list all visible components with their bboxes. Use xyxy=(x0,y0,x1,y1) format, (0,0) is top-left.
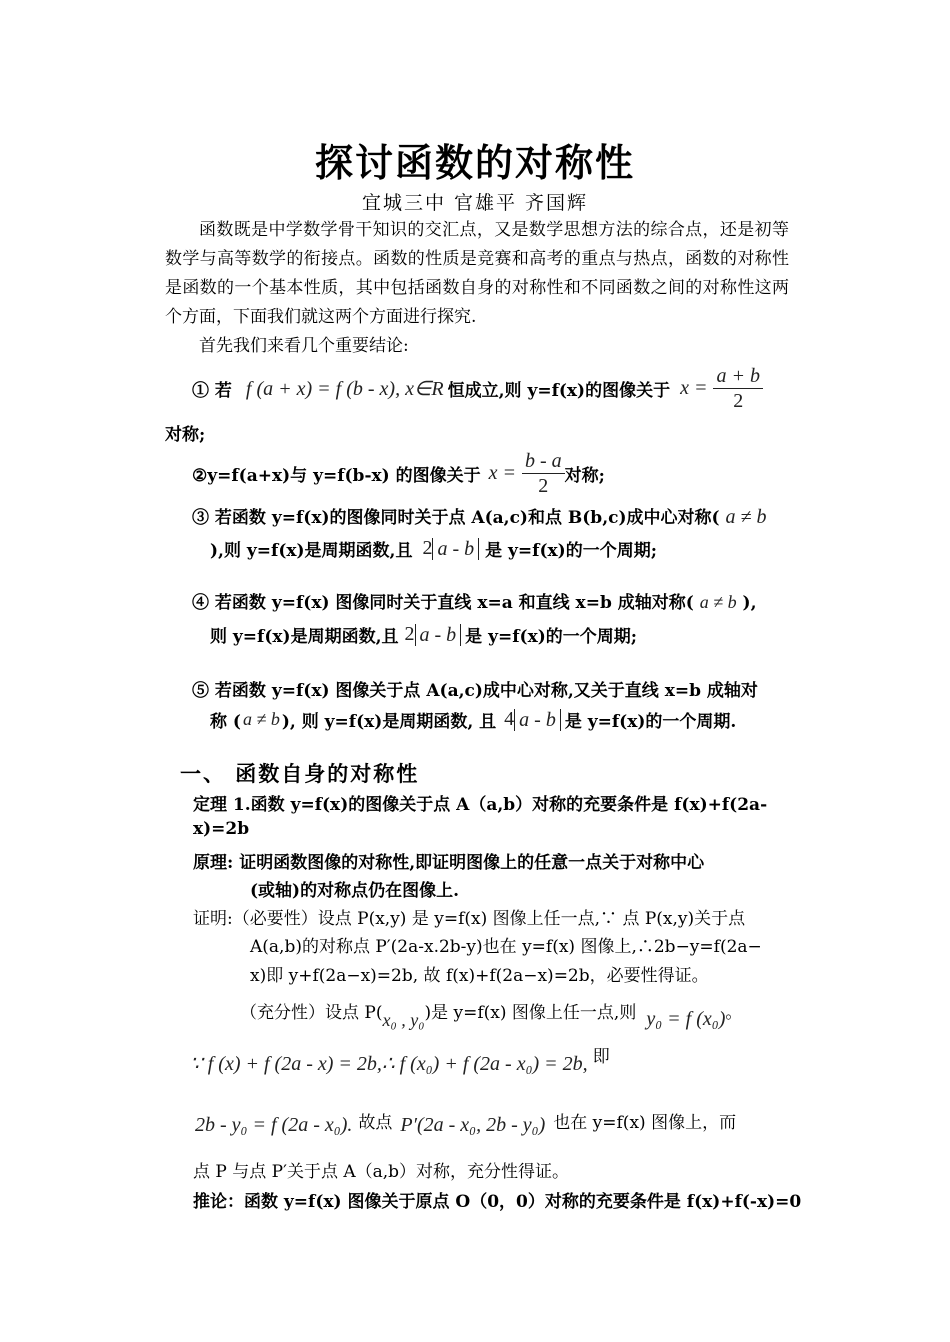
c4-line2-post: 是 y=f(x)的一个周期; xyxy=(465,627,638,647)
conclusion-3-line1 xyxy=(192,503,766,529)
c4-neq: a ≠ b xyxy=(699,592,737,612)
c2-numerator: b - a xyxy=(522,449,565,474)
c3-line1-text: ③ 若函数 y=f(x)的图像同时关于点 A(a,c)和点 B(b,c)成中心对称( xyxy=(192,508,720,528)
proof-line4-end: 。 xyxy=(725,1003,743,1023)
proof-point-x0y0: x₀ , y₀ xyxy=(382,1010,425,1030)
intro-lead: 首先我们来看几个重要结论: xyxy=(199,336,409,356)
intro-paragraph: 函数既是中学数学骨干知识的交汇点，又是数学思想方法的综合点，还是初等数学与高等数学的衔接点。函数的性质是竞赛和高考的重点与热点，函数的对称性是函数的一个基本性质，其中包括函数自身的对称性和不同函数之间的对称性这两个方面，下面我们就这两个方面进行探究. xyxy=(165,220,789,327)
c1-xeq: x = xyxy=(680,376,708,399)
c2-pre: ②y=f(a+x)与 y=f(b-x) 的图像关于 xyxy=(192,465,481,486)
c5-line2-pre: 称 ( xyxy=(210,712,241,732)
intro-block xyxy=(165,216,789,361)
c3-line2-post: 是 y=f(x)的一个周期; xyxy=(485,541,657,561)
c3-coef: 2 xyxy=(422,537,433,559)
c1-math: f (a + x) = f (b - x), x∈R xyxy=(245,377,444,400)
conclusion-4-line1 xyxy=(192,588,757,613)
proof-line6-math: 2b - y₀ = f (2a - x₀). xyxy=(195,1114,353,1136)
c4-line1-text: ④ 若函数 y=f(x) 图像同时关于直线 x=a 和直线 x=b 成轴对称( xyxy=(192,593,694,613)
c1-end: 对称; xyxy=(165,425,206,445)
proof-line7: 点 P 与点 P′关于点 A（a,b）对称，充分性得证。 xyxy=(193,1162,570,1182)
proof-line5 xyxy=(190,1047,610,1076)
c4-coef: 2 xyxy=(404,623,415,645)
c2-denominator: 2 xyxy=(538,474,549,497)
c2-fraction xyxy=(522,449,565,498)
proof-line3: x)即 y+f(2a−x)=2b, 故 f(x)+f(2a−x)=2b，必要性得证。 xyxy=(250,966,709,986)
c5-line2-mid: ), 则 y=f(x)是周期函数, 且 xyxy=(281,712,497,732)
c2-xeq: x = xyxy=(488,461,516,484)
section-heading: 一、 函数自身的对称性 xyxy=(180,761,420,786)
theorem-1-line1: 定理 1.函数 y=f(x)的图像关于点 A（a,b）对称的充要条件是 f(x)+f(2a- xyxy=(193,795,768,815)
proof-line4 xyxy=(240,990,742,1031)
proof-line5-math: ∵ f (x) + f (2a - x) = 2b,∴ f (x₀) + f (2a - x₀) = 2b, xyxy=(190,1053,588,1075)
c1-pre: ① 若 xyxy=(192,380,232,401)
proof-line1: 证明:（必要性）设点 P(x,y) 是 y=f(x) 图像上任一点,∵ 点 P(x,y)关于点 xyxy=(193,909,746,929)
c4-abs: a - b xyxy=(415,624,462,646)
c1-fraction xyxy=(713,364,763,413)
proof-eq-y0: y₀ = f (x₀) xyxy=(646,1008,726,1030)
c5-coef: 4 xyxy=(504,708,515,730)
conclusion-1 xyxy=(192,360,763,416)
conclusion-5-line2 xyxy=(210,707,736,732)
corollary: 推论：函数 y=f(x) 图像关于原点 O（0，0）对称的充要条件是 f(x)+f(-x)=0 xyxy=(193,1192,802,1212)
c1-mid: 恒成立,则 y=f(x)的图像关于 xyxy=(447,380,671,401)
proof-line6-end: 也在 y=f(x) 图像上，而 xyxy=(553,1113,737,1133)
principle-line1: 原理: 证明函数图像的对称性,即证明图像上的任意一点关于对称中心 xyxy=(193,853,705,873)
authors: 宜城三中 官雄平 齐国辉 xyxy=(361,192,589,214)
c2-end: 对称; xyxy=(564,465,605,486)
conclusion-4-line2 xyxy=(210,622,637,647)
conclusion-3-line2 xyxy=(210,536,657,561)
proof-line4-pre: （充分性）设点 P( xyxy=(240,1003,383,1023)
c5-line2-post: 是 y=f(x)的一个周期. xyxy=(564,712,737,732)
c3-line2-pre: ),则 y=f(x)是周期函数,且 xyxy=(210,541,413,561)
proof-line2: A(a,b)的对称点 P′(2a-x.2b-y)也在 y=f(x) 图像上,∴2b−y=f(2a− xyxy=(250,937,762,957)
c3-neq: a ≠ b xyxy=(725,506,767,528)
principle-line2: (或轴)的对称点仍在图像上. xyxy=(250,881,460,901)
conclusion-2 xyxy=(192,446,605,500)
theorem-1-line2: x)=2b xyxy=(193,819,250,839)
proof-line6-point: P′(2a - x₀, 2b - y₀) xyxy=(400,1114,546,1136)
conclusion-5-line1: ⑤ 若函数 y=f(x) 图像关于点 A(a,c)成中心对称,又关于直线 x=b 成轴对 xyxy=(192,681,758,701)
c3-abs: a - b xyxy=(432,538,479,560)
c5-abs: a - b xyxy=(514,709,561,731)
proof-line6 xyxy=(195,1108,789,1137)
c1-numerator: a + b xyxy=(713,364,763,389)
page-title: 探讨函数的对称性 xyxy=(314,140,635,185)
proof-line5-end: 即 xyxy=(592,1047,610,1067)
c1-denominator: 2 xyxy=(733,389,744,412)
c4-line2-pre: 则 y=f(x)是周期函数,且 xyxy=(210,627,399,647)
proof-line4-mid: )是 y=f(x) 图像上任一点,则 xyxy=(424,1003,637,1023)
c4-line1-end: ), xyxy=(742,593,757,613)
c5-neq: a ≠ b xyxy=(242,709,280,729)
proof-line6-mid: 故点 xyxy=(358,1113,393,1133)
